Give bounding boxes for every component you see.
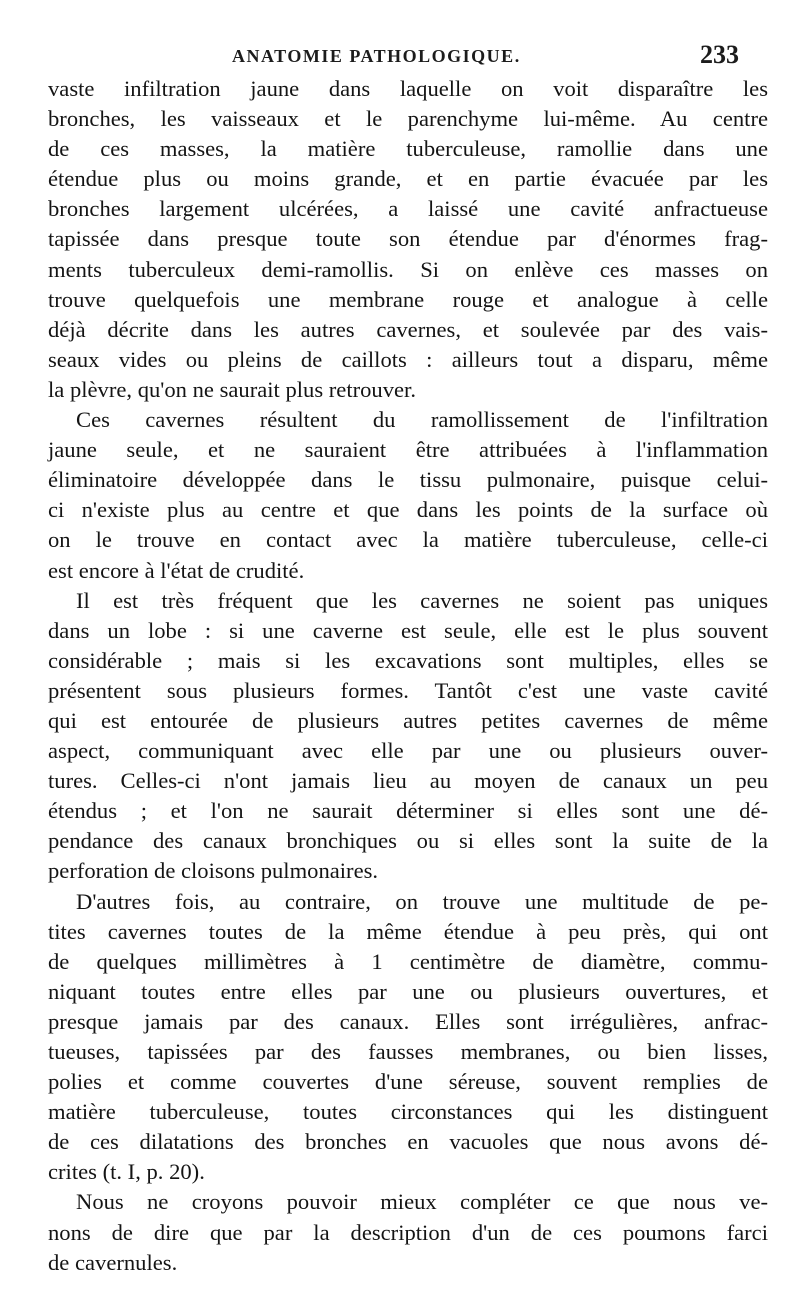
- text-line: perforation de cloisons pulmonaires.: [48, 858, 379, 884]
- text-line: qui est entourée de plusieurs autres petites cavernes de même: [48, 707, 768, 733]
- text-line: ci n'existe plus au centre et que dans les points de la surface où: [48, 497, 768, 523]
- text-line: Ces cavernes résultent du ramollissement de l'infiltration: [76, 407, 768, 433]
- text-line: la plèvre, qu'on ne saurait plus retrouver.: [48, 376, 416, 402]
- text-line: présentent sous plusieurs formes. Tantôt c'est une vaste cavité: [48, 677, 768, 703]
- text-line: nons de dire que par la description d'un de ces poumons farci: [48, 1219, 768, 1245]
- text-line: jaune seule, et ne sauraient être attribuées à l'inflammation: [48, 437, 768, 463]
- text-line: on le trouve en contact avec la matière tuberculeuse, celle-ci: [48, 527, 768, 553]
- text-line: de quelques millimètres à 1 centimètre de diamètre, commu-: [48, 948, 768, 974]
- paragraph: [48, 586, 768, 887]
- page-header: [0, 40, 800, 70]
- body-text: [48, 74, 768, 1278]
- text-line: de ces masses, la matière tuberculeuse, ramollie dans une: [48, 136, 768, 162]
- text-line: est encore à l'état de crudité.: [48, 557, 305, 583]
- text-line: étendue plus ou moins grande, et en partie évacuée par les: [48, 166, 768, 192]
- text-line: bronches, les vaisseaux et le parenchyme lui-même. Au centre: [48, 106, 768, 132]
- text-line: crites (t. I, p. 20).: [48, 1159, 205, 1185]
- text-line: Il est très fréquent que les cavernes ne soient pas uniques: [76, 587, 768, 613]
- text-line: Nous ne croyons pouvoir mieux compléter ce que nous ve-: [76, 1189, 768, 1215]
- paragraph: [48, 74, 768, 405]
- text-line: matière tuberculeuse, toutes circonstances qui les distinguent: [48, 1099, 768, 1125]
- text-line: D'autres fois, au contraire, on trouve une multitude de pe-: [76, 888, 768, 914]
- paragraph: [48, 1187, 768, 1277]
- text-line: considérable ; mais si les excavations sont multiples, elles se: [48, 647, 768, 673]
- text-line: ments tuberculeux demi-ramollis. Si on enlève ces masses on: [48, 256, 768, 282]
- text-line: trouve quelquefois une membrane rouge et analogue à celle: [48, 286, 768, 312]
- running-title: ANATOMIE PATHOLOGIQUE.: [232, 46, 521, 66]
- paragraph: [48, 405, 768, 586]
- text-line: pendance des canaux bronchiques ou si elles sont la suite de la: [48, 828, 768, 854]
- text-line: tueuses, tapissées par des fausses membranes, ou bien lisses,: [48, 1039, 768, 1064]
- text-line: étendus ; et l'on ne saurait déterminer si elles sont une dé-: [48, 798, 768, 824]
- text-line: déjà décrite dans les autres cavernes, et soulevée par des vais-: [48, 316, 768, 342]
- text-line: tures. Celles-ci n'ont jamais lieu au moyen de canaux un peu: [48, 768, 768, 794]
- text-line: éliminatoire développée dans le tissu pulmonaire, puisque celui-: [48, 467, 768, 493]
- paragraph: [48, 887, 768, 1188]
- text-line: presque jamais par des canaux. Elles sont irrégulières, anfrac-: [48, 1008, 768, 1034]
- text-line: niquant toutes entre elles par une ou plusieurs ouvertures, et: [48, 978, 768, 1004]
- text-line: dans un lobe : si une caverne est seule, elle est le plus souvent: [48, 617, 768, 643]
- text-line: vaste infiltration jaune dans laquelle on voit disparaître les: [48, 76, 768, 101]
- text-line: de cavernules.: [48, 1249, 178, 1275]
- text-line: seaux vides ou pleins de caillots : ailleurs tout a disparu, même: [48, 346, 768, 372]
- text-line: polies et comme couvertes d'une séreuse, souvent remplies de: [48, 1069, 768, 1095]
- text-line: tapissée dans presque toute son étendue par d'énormes frag-: [48, 226, 768, 252]
- text-line: bronches largement ulcérées, a laissé une cavité anfractueuse: [48, 196, 768, 222]
- page-number: 233: [700, 40, 739, 69]
- text-line: aspect, communiquant avec elle par une ou plusieurs ouver-: [48, 738, 768, 764]
- text-line: tites cavernes toutes de la même étendue à peu près, qui ont: [48, 918, 768, 944]
- text-line: de ces dilatations des bronches en vacuoles que nous avons dé-: [48, 1129, 768, 1155]
